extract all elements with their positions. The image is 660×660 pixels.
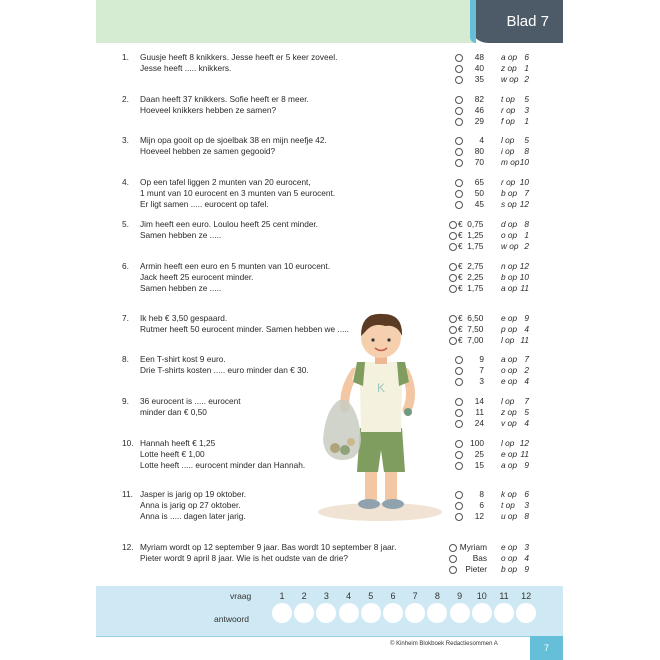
question-text — [140, 219, 450, 241]
copyright: © Kinheim Blokboek Redactiesommen A — [390, 641, 498, 647]
question-text — [140, 542, 450, 564]
answer-options — [449, 438, 559, 471]
answer-options — [449, 261, 559, 294]
radio-button[interactable] — [455, 159, 463, 167]
option-value: Bas — [472, 553, 487, 563]
option-code — [501, 199, 529, 210]
option-code — [501, 188, 529, 199]
answer-option[interactable] — [449, 324, 559, 335]
question-line: Er ligt samen ..... eurocent op tafel. — [140, 199, 269, 209]
option-code-label: z op — [501, 63, 517, 73]
option-code-number: 4 — [524, 553, 529, 563]
option-code — [501, 261, 529, 272]
radio-button[interactable] — [455, 356, 463, 364]
option-value: 48 — [474, 52, 484, 62]
option-code-label: a op — [501, 354, 518, 364]
option-code — [501, 116, 529, 127]
option-code — [501, 283, 529, 294]
answer-grid-number: 4 — [346, 591, 352, 601]
option-code-label: l op — [501, 135, 515, 145]
answer-circle[interactable] — [383, 603, 403, 623]
radio-button[interactable] — [455, 96, 463, 104]
question-line: Guusje heeft 8 knikkers. Jesse heeft er 5 keer zoveel. — [140, 52, 338, 62]
radio-button[interactable] — [455, 378, 463, 386]
answer-option[interactable] — [449, 116, 559, 127]
option-code — [501, 438, 529, 449]
option-code-number: 10 — [519, 177, 529, 187]
option-code-label: d op — [501, 219, 518, 229]
answer-options — [449, 542, 559, 575]
question-line: Myriam wordt op 12 september 9 jaar. Bas wordt 10 september 8 jaar. — [140, 542, 397, 552]
option-code-label: m op — [501, 157, 520, 167]
answer-circle[interactable] — [361, 603, 381, 623]
answer-grid-number: 9 — [457, 591, 463, 601]
answer-option[interactable] — [449, 199, 559, 210]
option-value: 24 — [474, 418, 484, 428]
option-value: 7 — [479, 365, 484, 375]
answer-option[interactable] — [449, 407, 559, 418]
option-code — [501, 365, 529, 376]
answer-options — [449, 52, 559, 85]
option-code — [501, 63, 529, 74]
option-value: 35 — [474, 74, 484, 84]
option-code — [501, 511, 529, 522]
option-code-label: o op — [501, 365, 518, 375]
option-code-number: 9 — [524, 564, 529, 574]
radio-button[interactable] — [455, 462, 463, 470]
option-code — [501, 230, 529, 241]
question-line: Pieter wordt 9 april 8 jaar. Wie is het oudste van de drie? — [140, 553, 348, 563]
option-code-number: 10 — [519, 157, 529, 167]
answer-options — [449, 94, 559, 127]
answer-option[interactable] — [449, 500, 559, 511]
answer-option[interactable] — [449, 219, 559, 230]
answer-option[interactable] — [449, 272, 559, 283]
question-line: Jim heeft een euro. Loulou heeft 25 cent minder. — [140, 219, 319, 229]
answer-option[interactable] — [449, 553, 559, 564]
option-code — [501, 460, 529, 471]
option-code — [501, 241, 529, 252]
option-code-number: 4 — [524, 418, 529, 428]
option-code — [501, 177, 529, 188]
answer-grid-number: 6 — [390, 591, 396, 601]
option-code-label: a op — [501, 52, 518, 62]
option-code-number: 7 — [524, 188, 529, 198]
option-code-label: f op — [501, 116, 515, 126]
option-code-number: 9 — [524, 460, 529, 470]
question-number: 8. — [122, 354, 129, 364]
option-code — [501, 449, 529, 460]
option-code-label: e op — [501, 313, 518, 323]
question-line: Anna is jarig op 27 oktober. — [140, 500, 241, 510]
option-code — [501, 157, 529, 168]
option-code-number: 11 — [520, 449, 529, 459]
option-value: € 2,25 — [458, 272, 484, 282]
answer-option[interactable] — [449, 396, 559, 407]
option-code-number: 11 — [520, 283, 529, 293]
answer-option[interactable] — [449, 261, 559, 272]
option-value: 6 — [479, 500, 484, 510]
question-line: 1 munt van 10 eurocent en 3 munten van 5 eurocent. — [140, 188, 336, 198]
option-code-number: 2 — [524, 241, 529, 251]
answer-circle[interactable] — [272, 603, 292, 623]
question-number: 4. — [122, 177, 129, 187]
answer-options — [449, 219, 559, 252]
question-line: Ik heb € 3,50 gespaard. — [140, 313, 228, 323]
sheet-label: Blad 7 — [506, 13, 549, 30]
question-number: 1. — [122, 52, 129, 62]
question-line: Jack heeft 25 eurocent minder. — [140, 272, 254, 282]
option-code-number: 12 — [519, 199, 529, 209]
option-code — [501, 564, 529, 575]
question-line: Hoeveel hebben ze samen gegooid? — [140, 146, 276, 156]
option-code-label: t op — [501, 94, 515, 104]
question-line: Armin heeft een euro en 5 munten van 10 eurocent. — [140, 261, 331, 271]
option-value: € 1,75 — [458, 283, 484, 293]
option-code-number: 6 — [524, 52, 529, 62]
option-code — [501, 354, 529, 365]
question-number: 5. — [122, 219, 129, 229]
radio-button[interactable] — [455, 440, 463, 448]
option-code-number: 6 — [524, 489, 529, 499]
answer-option[interactable] — [449, 418, 559, 429]
option-code-label: e op — [501, 376, 518, 386]
question-line: Hoeveel knikkers hebben ze samen? — [140, 105, 277, 115]
radio-button[interactable] — [455, 201, 463, 209]
option-code-number: 4 — [524, 376, 529, 386]
answer-grid-number: 11 — [499, 591, 509, 601]
question-text — [140, 52, 450, 74]
option-value: 80 — [474, 146, 484, 156]
option-code-label: w op — [501, 241, 519, 251]
answer-options — [449, 489, 559, 522]
option-code — [501, 94, 529, 105]
option-code-label: r op — [501, 177, 516, 187]
radio-button[interactable] — [455, 137, 463, 145]
question-line: Rutmer heeft 50 eurocent minder. Samen hebben we ..... — [140, 324, 349, 334]
option-value: 46 — [474, 105, 484, 115]
option-value: 11 — [475, 407, 484, 417]
answer-grid-number: 2 — [301, 591, 307, 601]
answer-option[interactable] — [449, 146, 559, 157]
question-number: 11. — [122, 489, 133, 499]
option-code — [501, 52, 529, 63]
option-code — [501, 418, 529, 429]
option-code-label: v op — [501, 418, 517, 428]
option-value: 4 — [479, 135, 484, 145]
answer-options — [449, 354, 559, 387]
option-code-number: 1 — [524, 63, 529, 73]
question-line: Samen hebben ze ..... — [140, 283, 222, 293]
option-code — [501, 500, 529, 511]
answer-option[interactable] — [449, 313, 559, 324]
option-value: € 2,75 — [458, 261, 484, 271]
option-value: 15 — [474, 460, 484, 470]
option-code-number: 8 — [524, 511, 529, 521]
option-code-number: 1 — [524, 230, 529, 240]
answer-circle[interactable] — [494, 603, 514, 623]
answer-option[interactable] — [449, 230, 559, 241]
question-line: Jesse heeft ..... knikkers. — [140, 63, 232, 73]
question-text — [140, 94, 450, 116]
option-code-number: 2 — [524, 74, 529, 84]
radio-button[interactable] — [455, 513, 463, 521]
radio-button[interactable] — [455, 491, 463, 499]
option-value: 65 — [474, 177, 484, 187]
option-code — [501, 542, 529, 553]
answer-option[interactable] — [449, 449, 559, 460]
option-code — [501, 146, 529, 157]
answer-option[interactable] — [449, 241, 559, 252]
radio-button[interactable] — [449, 285, 457, 293]
question-text — [140, 261, 450, 294]
answer-option[interactable] — [449, 489, 559, 500]
option-value: € 7,00 — [458, 335, 484, 345]
answer-option[interactable] — [449, 188, 559, 199]
option-code-label: o op — [501, 553, 518, 563]
option-value: 29 — [474, 116, 484, 126]
question-number: 2. — [122, 94, 129, 104]
option-code-number: 12 — [519, 261, 529, 271]
option-value: € 1,75 — [458, 241, 484, 251]
radio-button[interactable] — [455, 76, 463, 84]
option-value: € 6,50 — [458, 313, 484, 323]
option-code — [501, 105, 529, 116]
radio-button[interactable] — [449, 263, 457, 271]
question-number: 3. — [122, 135, 129, 145]
radio-button[interactable] — [455, 409, 463, 417]
radio-button[interactable] — [455, 54, 463, 62]
option-value: € 7,50 — [458, 324, 484, 334]
option-code — [501, 324, 529, 335]
option-value: 45 — [474, 199, 484, 209]
radio-button[interactable] — [455, 420, 463, 428]
question-number: 10. — [122, 438, 134, 448]
option-code-label: l op — [501, 396, 515, 406]
answer-option[interactable] — [449, 63, 559, 74]
option-code-number: 3 — [524, 105, 529, 115]
question-line: Op een tafel liggen 2 munten van 20 eurocent, — [140, 177, 311, 187]
answer-option[interactable] — [449, 74, 559, 85]
option-code-number: 3 — [524, 542, 529, 552]
question-number: 6. — [122, 261, 129, 271]
option-code — [501, 135, 529, 146]
question-line: 36 eurocent is ..... eurocent — [140, 396, 241, 406]
option-code-number: 5 — [524, 407, 529, 417]
question-line: Samen hebben ze ..... — [140, 230, 222, 240]
question-line: Lotte heeft ..... eurocent minder dan Hannah. — [140, 460, 306, 470]
option-code-label: w op — [501, 74, 519, 84]
option-code-number: 3 — [524, 500, 529, 510]
option-value: € 0,75 — [458, 219, 484, 229]
answer-option[interactable] — [449, 376, 559, 387]
radio-button[interactable] — [455, 107, 463, 115]
option-code-number: 8 — [524, 146, 529, 156]
option-code-label: o op — [501, 230, 518, 240]
answer-grid-number: 8 — [434, 591, 440, 601]
answer-option[interactable] — [449, 564, 559, 575]
option-code-label: n op — [501, 261, 518, 271]
answer-option[interactable] — [449, 511, 559, 522]
option-value: € 1,25 — [458, 230, 484, 240]
option-code-label: b op — [501, 188, 518, 198]
option-value: Pieter — [465, 564, 487, 574]
answer-circle[interactable] — [339, 603, 359, 623]
option-code-number: 2 — [524, 365, 529, 375]
option-code-label: s op — [501, 199, 517, 209]
option-value: 25 — [474, 449, 484, 459]
option-code-label: a op — [501, 283, 518, 293]
option-value: 70 — [474, 157, 484, 167]
answer-options — [449, 177, 559, 210]
answer-option[interactable] — [449, 283, 559, 294]
radio-button[interactable] — [455, 179, 463, 187]
question-line: Mijn opa gooit op de sjoelbak 38 en mijn neefje 42. — [140, 135, 327, 145]
answer-option[interactable] — [449, 105, 559, 116]
answer-option[interactable] — [449, 177, 559, 188]
shirt-letter: K — [376, 381, 386, 395]
question-number: 7. — [122, 313, 129, 323]
answer-option[interactable] — [449, 94, 559, 105]
radio-button[interactable] — [455, 190, 463, 198]
option-code-number: 11 — [520, 335, 529, 345]
answer-grid-row2-label: antwoord — [214, 614, 249, 624]
option-value: 50 — [474, 188, 484, 198]
option-value: 100 — [470, 438, 484, 448]
option-value: 14 — [474, 396, 484, 406]
option-code-label: u op — [501, 511, 518, 521]
answer-options — [449, 135, 559, 168]
option-code-label: t op — [501, 500, 515, 510]
option-value: 40 — [474, 63, 484, 73]
option-value: Myriam — [459, 542, 487, 552]
option-value: 12 — [474, 511, 484, 521]
footer-rule — [96, 636, 563, 637]
answer-grid-number: 1 — [279, 591, 285, 601]
option-code — [501, 376, 529, 387]
option-code — [501, 313, 529, 324]
answer-circle[interactable] — [472, 603, 492, 623]
answer-grid-number: 3 — [323, 591, 329, 601]
question-number: 12. — [122, 542, 134, 552]
option-code-number: 7 — [524, 354, 529, 364]
option-code — [501, 407, 529, 418]
question-line: Daan heeft 37 knikkers. Sofie heeft er 8 meer. — [140, 94, 309, 104]
question-line: Hannah heeft € 1,25 — [140, 438, 216, 448]
option-code-label: e op — [501, 542, 518, 552]
radio-button[interactable] — [455, 398, 463, 406]
question-text — [140, 177, 450, 210]
radio-button[interactable] — [455, 502, 463, 510]
option-code-label: r op — [501, 105, 516, 115]
answer-grid-row1-label: vraag — [230, 591, 252, 601]
answer-circle[interactable] — [450, 603, 470, 623]
option-code-label: b op — [501, 564, 518, 574]
question-text — [140, 135, 450, 157]
page-number: 7 — [530, 636, 563, 660]
answer-option[interactable] — [449, 365, 559, 376]
answer-grid-number: 7 — [412, 591, 418, 601]
radio-button[interactable] — [449, 274, 457, 282]
radio-button[interactable] — [455, 367, 463, 375]
option-value: 3 — [479, 376, 484, 386]
option-code-number: 8 — [524, 219, 529, 229]
answer-option[interactable] — [449, 354, 559, 365]
radio-button[interactable] — [455, 118, 463, 126]
option-value: 82 — [474, 94, 484, 104]
radio-button[interactable] — [449, 221, 457, 229]
option-code-label: i op — [501, 146, 515, 156]
question-line: Anna is ..... dagen later jarig. — [140, 511, 246, 521]
option-code — [501, 396, 529, 407]
option-code-number: 1 — [524, 116, 529, 126]
option-code-label: l op — [501, 335, 515, 345]
option-value: 9 — [479, 354, 484, 364]
question-number: 9. — [122, 396, 129, 406]
question-line: minder dan € 0,50 — [140, 407, 207, 417]
answer-option[interactable] — [449, 52, 559, 63]
answer-option[interactable] — [449, 542, 559, 553]
option-value: 8 — [479, 489, 484, 499]
option-code-number: 12 — [519, 438, 529, 448]
option-code-label: z op — [501, 407, 517, 417]
option-code-label: k op — [501, 489, 517, 499]
answer-grid-number: 10 — [476, 591, 487, 601]
answer-options — [449, 313, 559, 346]
option-code — [501, 74, 529, 85]
option-code — [501, 219, 529, 230]
question-line: Jasper is jarig op 19 oktober. — [140, 489, 247, 499]
option-code-label: a op — [501, 460, 518, 470]
radio-button[interactable] — [455, 65, 463, 73]
option-code — [501, 489, 529, 500]
answer-option[interactable] — [449, 335, 559, 346]
option-code-number: 9 — [524, 313, 529, 323]
question-line: Lotte heeft € 1,00 — [140, 449, 205, 459]
option-code-label: e op — [501, 449, 518, 459]
option-code — [501, 272, 529, 283]
radio-button[interactable] — [455, 148, 463, 156]
question-line: Een T-shirt kost 9 euro. — [140, 354, 226, 364]
radio-button[interactable] — [449, 232, 457, 240]
option-code-label: p op — [501, 324, 518, 334]
header-band — [96, 0, 476, 43]
answer-option[interactable] — [449, 157, 559, 168]
radio-button[interactable] — [449, 243, 457, 251]
answer-grid-number: 5 — [368, 591, 374, 601]
option-code-number: 10 — [519, 272, 529, 282]
answer-option[interactable] — [449, 460, 559, 471]
sheet-tab-accent — [470, 0, 476, 43]
boy-illustration — [305, 300, 455, 525]
option-code-number: 7 — [524, 396, 529, 406]
option-code — [501, 553, 529, 564]
radio-button[interactable] — [455, 451, 463, 459]
sheet-tab — [470, 0, 563, 43]
option-code — [501, 335, 529, 346]
option-code-number: 4 — [524, 324, 529, 334]
question-line: Drie T-shirts kosten ..... euro minder dan € 30. — [140, 365, 309, 375]
answer-grid-number: 12 — [521, 591, 532, 601]
option-code-number: 5 — [524, 135, 529, 145]
answer-options — [449, 396, 559, 429]
answer-option[interactable] — [449, 438, 559, 449]
option-code-label: b op — [501, 272, 518, 282]
option-code-label: l op — [501, 438, 515, 448]
answer-option[interactable] — [449, 135, 559, 146]
option-code-number: 5 — [524, 94, 529, 104]
